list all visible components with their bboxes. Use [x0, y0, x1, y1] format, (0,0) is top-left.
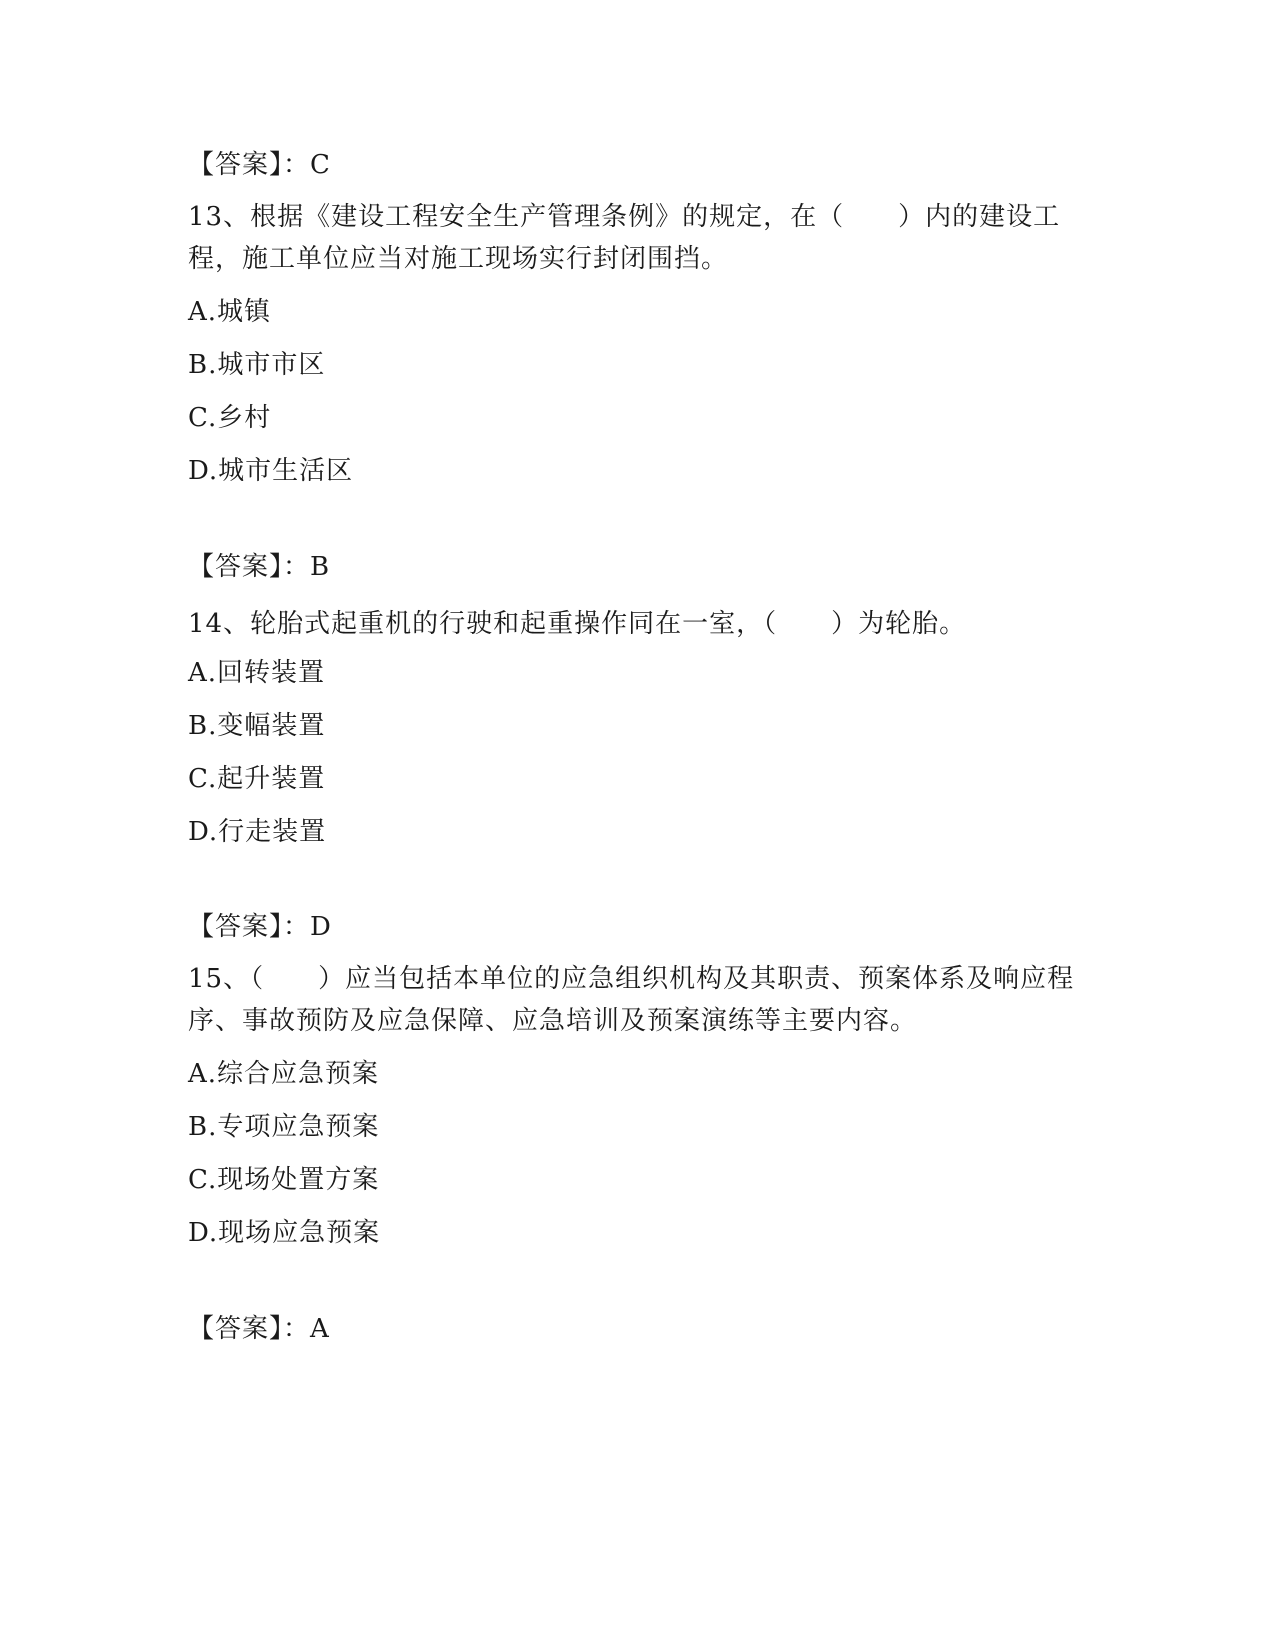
- option-d: D.现场应急预案: [188, 1218, 381, 1248]
- option-b: B.变幅装置: [188, 711, 326, 741]
- option-b: B.专项应急预案: [188, 1112, 380, 1142]
- option-c: C.起升装置: [188, 764, 326, 794]
- option-d: D.城市生活区: [188, 456, 354, 486]
- answer-line: 【答案】：A: [188, 1314, 330, 1344]
- option-a: A.城镇: [188, 297, 272, 327]
- option-b: B.城市市区: [188, 350, 326, 380]
- option-c: C.乡村: [188, 403, 272, 433]
- answer-line: 【答案】：B: [188, 552, 331, 582]
- question-stem: 13、根据《建设工程安全生产管理条例》的规定，在（ ）内的建设工程，施工单位应当对施工现场实行封闭围挡。: [188, 202, 1061, 274]
- option-d: D.行走装置: [188, 817, 327, 847]
- question-stem: 14、轮胎式起重机的行驶和起重操作同在一室，（ ）为轮胎。: [188, 609, 967, 639]
- answer-line: 【答案】：D: [188, 912, 332, 942]
- option-a: A.综合应急预案: [188, 1059, 380, 1089]
- option-c: C.现场处置方案: [188, 1165, 380, 1195]
- answer-line: 【答案】：C: [188, 150, 331, 180]
- option-a: A.回转装置: [188, 658, 326, 688]
- question-stem: 15、（ ）应当包括本单位的应急组织机构及其职责、预案体系及响应程序、事故预防及应急保障、应急培训及预案演练等主要内容。: [188, 964, 1075, 1036]
